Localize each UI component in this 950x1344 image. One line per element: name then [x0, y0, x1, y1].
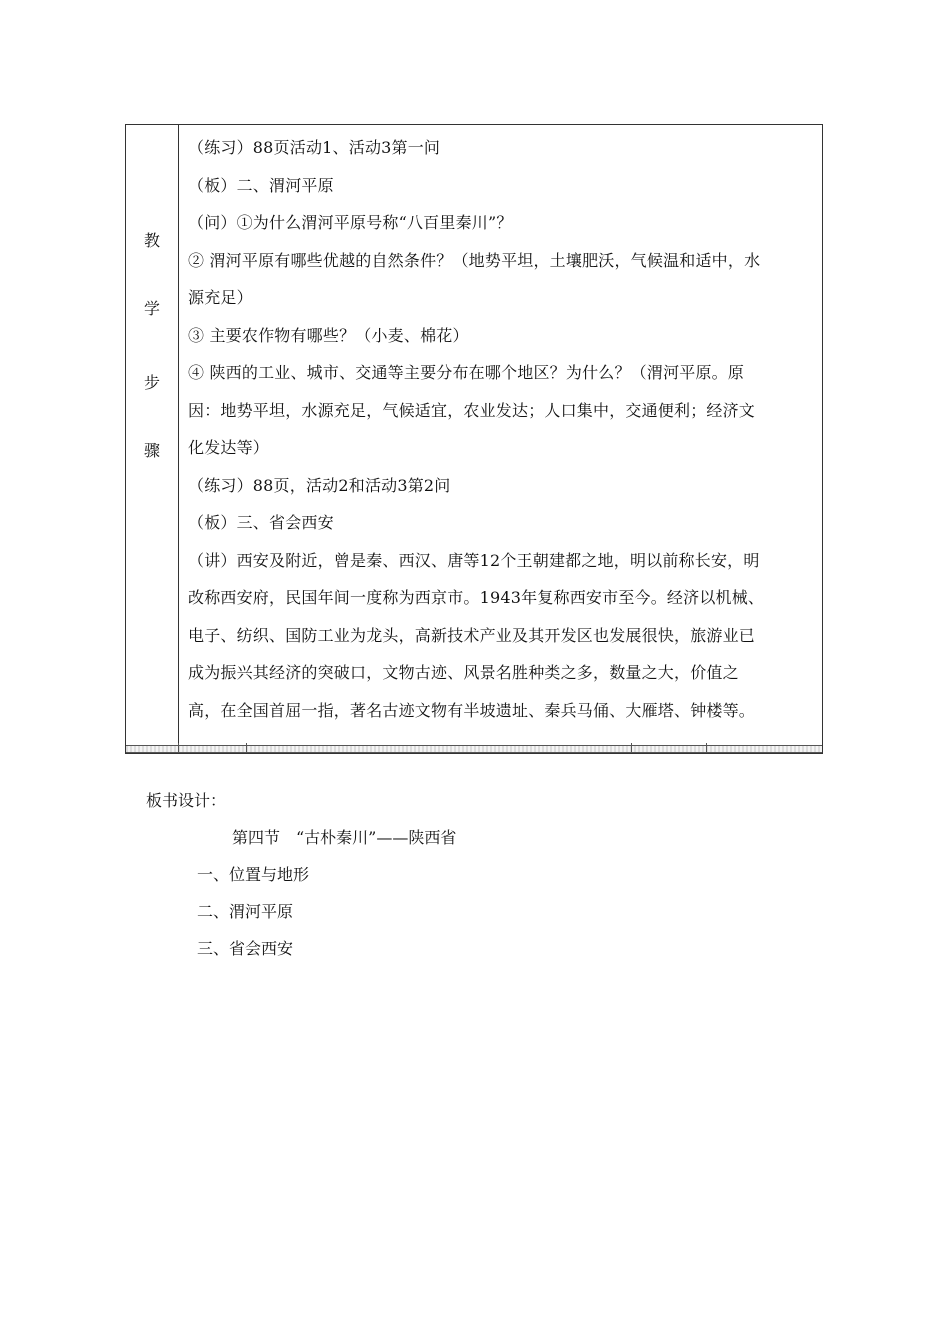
- row-header-column: [126, 125, 179, 747]
- board-design-title: 第四节 “古朴秦川”——陕西省: [232, 828, 457, 847]
- row-header-char: 骤: [143, 441, 160, 460]
- content-line: （问）①为什么渭河平原号称“八百里秦川”？: [188, 213, 513, 232]
- content-line: ② 渭河平原有哪些优越的自然条件？（地势平坦，土壤肥沃，气候温和适中，水: [188, 250, 761, 270]
- content-line: （练习）88页活动1、活动3第一问: [188, 138, 441, 157]
- row-header-char: 步: [143, 373, 160, 392]
- board-design-item: 二、渭河平原: [197, 902, 294, 921]
- table-bottom-border: [126, 745, 822, 753]
- board-design-label: 板书设计：: [146, 791, 227, 810]
- content-line: （练习）88页，活动2和活动3第2问: [188, 475, 451, 495]
- table-divider-tick: [246, 743, 247, 753]
- content-line: ④ 陕西的工业、城市、交通等主要分布在哪个地区？为什么？（渭河平原。原: [188, 363, 745, 382]
- table-divider-tick: [178, 743, 179, 753]
- content-line: 因：地势平坦，水源充足，气候适宜，农业发达；人口集中，交通便利；经济文: [188, 400, 756, 420]
- row-header-char: 教: [143, 231, 160, 250]
- content-line: 电子、纺织、国防工业为龙头，高新技术产业及其开发区也发展很快，旅游业已: [188, 625, 756, 645]
- board-design-item: 三、省会西安: [197, 939, 294, 958]
- content-line: ③ 主要农作物有哪些？（小麦、棉花）: [188, 325, 469, 345]
- lesson-steps-table: [125, 124, 823, 754]
- lesson-content: [188, 129, 812, 729]
- content-line: 改称西安府，民国年间一度称为西京市。1943年复称西安市至今。经济以机械、: [188, 588, 765, 607]
- content-line: 成为振兴其经济的突破口，文物古迹、风景名胜种类之多，数量之大，价值之: [188, 663, 739, 682]
- table-divider-tick: [631, 743, 632, 753]
- content-line: 化发达等）: [188, 438, 270, 457]
- content-line: （讲）西安及附近，曾是秦、西汉、唐等12个王朝建都之地，明以前称长安，明: [188, 550, 760, 570]
- table-divider-tick: [706, 743, 707, 753]
- board-design-item: 一、位置与地形: [197, 865, 310, 884]
- content-line: （板）三、省会西安: [188, 513, 334, 532]
- row-header-char: 学: [143, 299, 160, 318]
- content-line: 高，在全国首屈一指，著名古迹文物有半坡遗址、秦兵马俑、大雁塔、钟楼等。: [188, 700, 756, 720]
- content-line: 源充足）: [188, 288, 253, 307]
- content-line: （板）二、渭河平原: [188, 175, 334, 195]
